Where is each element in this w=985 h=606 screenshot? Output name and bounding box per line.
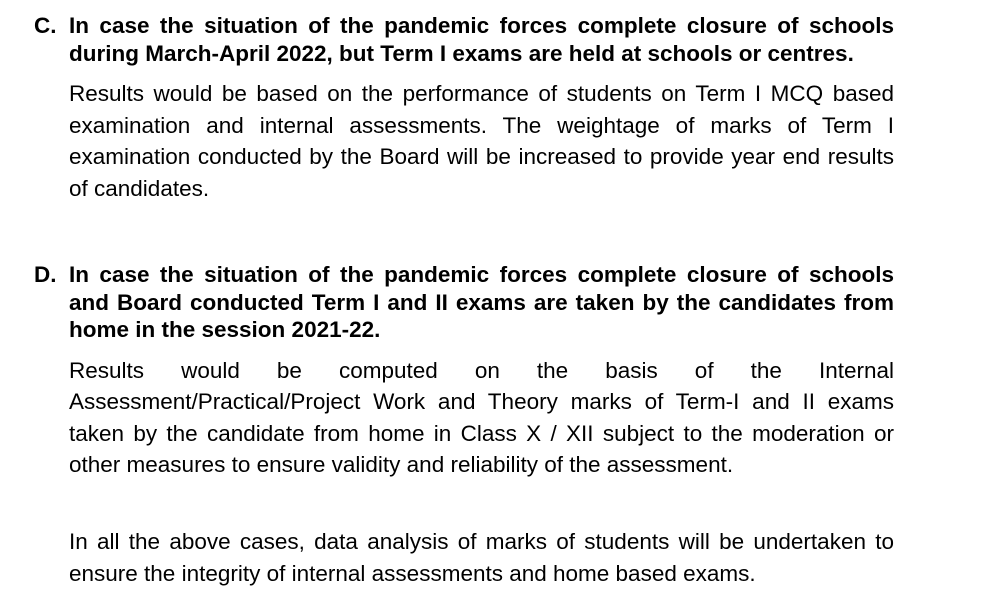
- section-heading: [34, 261, 894, 344]
- section-letter: D.: [34, 262, 57, 287]
- section-d: [34, 261, 894, 481]
- section-heading-text: In case the situation of the pandemic forces complete closure of schools and Board conducted Term I and II exams are taken by the candidates from home in the session 2021-22.: [69, 262, 894, 342]
- section-body-text: Results would be computed on the basis of the Internal Assessment/Practical/Project Work and Theory marks of Term-I and II exams taken by the candidate from home in Class X / XII subject to the moderation or other measures to ensure validity and reliability of the assessment.: [69, 357, 894, 477]
- section-heading: [34, 12, 894, 67]
- section-heading-text: In case the situation of the pandemic forces complete closure of schools during March-April 2022, but Term I exams are held at schools or centres.: [69, 13, 894, 66]
- conclusion-paragraph: In all the above cases, data analysis of marks of students will be undertaken to ensure the integrity of internal assessments and home based exams.: [69, 529, 894, 586]
- section-letter: C.: [34, 13, 57, 38]
- section-c: [34, 12, 894, 204]
- section-body-text: Results would be based on the performance of students on Term I MCQ based examination and internal assessments. The weightage of marks of Term I examination conducted by the Board will be increased to provide year end results of candidates.: [69, 81, 894, 201]
